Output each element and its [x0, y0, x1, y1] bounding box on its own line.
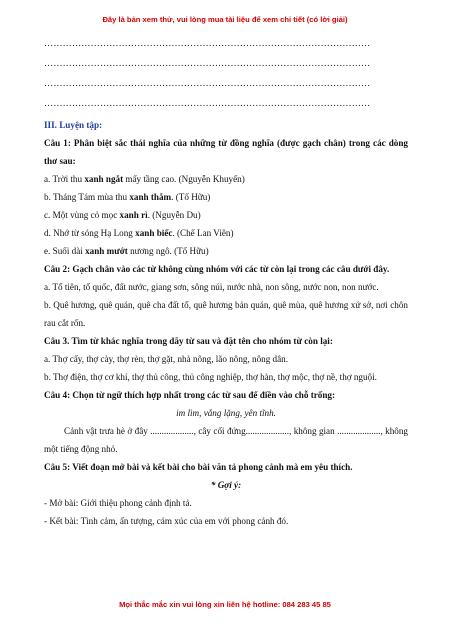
q4-word-options: im lìm, vắng lặng, yên tĩnh.	[176, 408, 276, 418]
dotted-line: ……………………………………………………………………………………………	[44, 38, 371, 48]
q3-item-b: b. Thợ điện, thợ cơ khí, thợ thủ công, thủ công nghiệp, thợ hàn, thợ mộc, thợ nề, thợ nguội.	[44, 372, 377, 382]
question-2-title: Câu 2: Gạch chân vào các từ không cùng nhóm với các từ còn lại trong các câu dưới đây.	[44, 264, 390, 274]
dotted-line: ……………………………………………………………………………………………	[44, 98, 371, 108]
suggestion-opening: - Mở bài: Giới thiệu phong cảnh định tả.	[44, 498, 192, 508]
section-title: III. Luyện tập:	[44, 120, 103, 130]
q1-item-a: a. Trời thu xanh ngắt mấy tầng cao. (Nguyễn Khuyến)	[44, 174, 245, 184]
suggestion-heading: * Gợi ý:	[210, 480, 242, 490]
suggestion-closing: - Kết bài: Tình cảm, ấn tượng, cảm xúc của em với phong cảnh đó.	[44, 516, 289, 526]
q1-item-c: c. Một vùng cỏ mọc xanh rì. (Nguyễn Du)	[44, 210, 201, 220]
q1-item-d: d. Nhớ từ sóng Hạ Long xanh biếc. (Chế Lan Viên)	[44, 228, 234, 238]
dotted-line: ……………………………………………………………………………………………	[44, 78, 371, 88]
q1-item-e: e. Suối dài xanh mướt nương ngô. (Tố Hữu)	[44, 246, 209, 256]
question-3-title: Câu 3. Tìm từ khác nghĩa trong dãy từ sau và đặt tên cho nhóm từ còn lại:	[44, 336, 333, 346]
hotline-banner: Mọi thắc mắc xin vui lòng xin liên hệ hotline: 084 283 45 85	[119, 600, 331, 609]
question-1-title: Câu 1: Phân biệt sắc thái nghĩa của những từ đồng nghĩa (được gạch chân) trong các dòng thơ sau:	[44, 138, 408, 166]
preview-banner: Đây là bản xem thử, vui lòng mua tài liệu để xem chi tiết (có lời giải)	[102, 15, 348, 24]
question-4-title: Câu 4: Chọn từ ngữ thích hợp nhất trong các từ sau để điền vào chỗ trống:	[44, 390, 336, 400]
q2-item-b: b. Quê hương, quê quán, quê cha đất tổ, quê hương bản quán, quê mùa, quê hương xứ sở, nơi chôn rau cắt rốn.	[44, 300, 408, 328]
question-5-title: Câu 5: Viết đoạn mở bài và kết bài cho bài văn tả phong cảnh mà em yêu thích.	[44, 462, 353, 472]
document-page	[44, 34, 408, 530]
q2-item-a: a. Tổ tiên, tổ quốc, đất nước, giang sơn, sông núi, nước nhà, non sông, nước non, non nước.	[44, 282, 379, 292]
q1-item-b: b. Tháng Tám mùa thu xanh thẳm. (Tố Hữu)	[44, 192, 211, 202]
q4-fill-sentence: Cảnh vật trưa hè ở đây ..................., cây cối đứng..................., không gian ..................., không một tiếng động nhỏ.	[44, 426, 408, 454]
dotted-line: ……………………………………………………………………………………………	[44, 58, 371, 68]
q3-item-a: a. Thợ cấy, thợ cày, thợ rèn, thợ gặt, nhà nông, lão nông, nông dân.	[44, 354, 288, 364]
